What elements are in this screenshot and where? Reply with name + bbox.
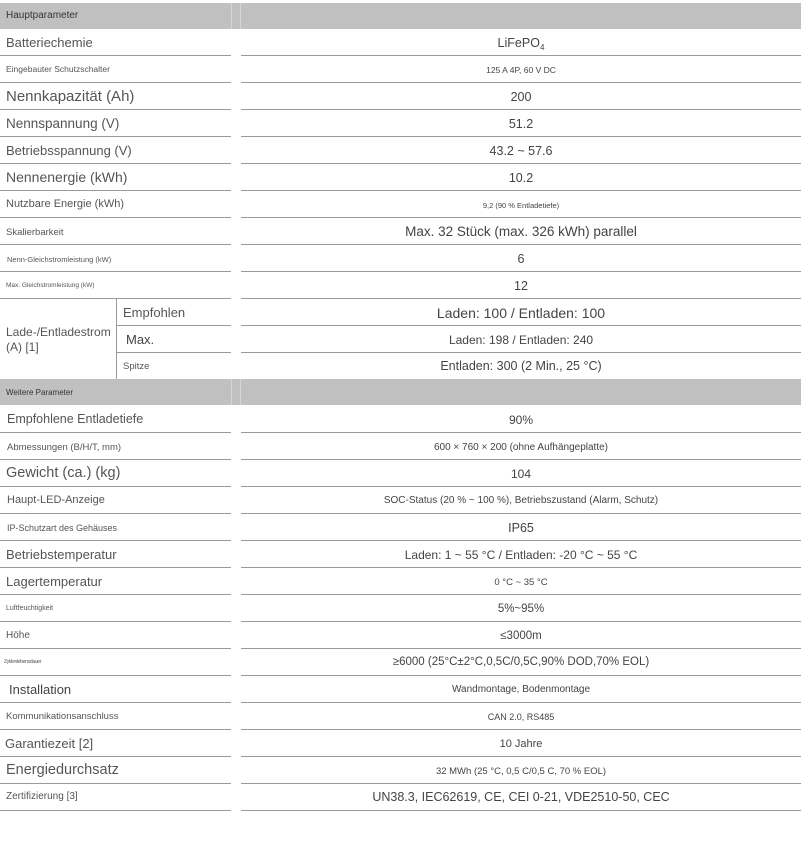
spec-label: Garantiezeit [2] xyxy=(5,736,94,751)
table-row-label xyxy=(0,405,231,433)
table-row-label xyxy=(0,245,231,272)
table-row-value xyxy=(241,326,801,353)
table-row-value xyxy=(241,757,801,784)
table-row-value xyxy=(241,299,801,326)
spec-label: Empfohlene Entladetiefe xyxy=(7,412,144,426)
spec-value: 125 A 4P, 60 V DC xyxy=(486,65,556,75)
table-row-label xyxy=(0,622,231,649)
spec-value: SOC-Status (20 % ~ 100 %), Betriebszustand (Alarm, Schutz) xyxy=(383,495,659,506)
table-row-label xyxy=(117,353,231,379)
table-row-value xyxy=(241,433,801,460)
table-row-label xyxy=(0,676,231,703)
table-row-label xyxy=(0,460,231,487)
table-row-value xyxy=(241,460,801,487)
spec-label: Energiedurchsatz xyxy=(6,762,119,778)
section-title: Hauptparameter xyxy=(6,10,79,21)
table-row-value xyxy=(241,272,801,299)
section-title: Weitere Parameter xyxy=(6,388,73,397)
spec-value: Wandmontage, Bodenmontage xyxy=(451,684,591,695)
spec-value: 5%~95% xyxy=(497,603,545,615)
spec-value: 12 xyxy=(514,279,528,293)
table-row-value xyxy=(241,649,801,676)
table-row-value xyxy=(241,137,801,164)
spec-label: Skalierbarkeit xyxy=(6,227,64,238)
table-row-value xyxy=(241,703,801,730)
spec-sublabel: Max. xyxy=(126,332,155,347)
table-row-value xyxy=(241,405,801,433)
table-row-value xyxy=(241,56,801,83)
spec-value: Entladen: 300 (2 Min., 25 °C) xyxy=(440,359,602,373)
divider xyxy=(231,379,232,405)
table-row-value xyxy=(241,110,801,137)
spec-value: Laden: 198 / Entladen: 240 xyxy=(448,333,594,347)
spec-label: Nennenergie (kWh) xyxy=(6,169,128,185)
table-row-value xyxy=(241,514,801,541)
spec-label: Lagertemperatur xyxy=(6,574,103,589)
section-header-main xyxy=(0,3,801,29)
spec-value: 43.2 ~ 57.6 xyxy=(489,144,553,158)
spec-label: Betriebsspannung (V) xyxy=(6,143,132,158)
table-row-value xyxy=(241,353,801,379)
spec-value: CAN 2.0, RS485 xyxy=(487,712,555,722)
table-row-value xyxy=(241,541,801,568)
table-row-label xyxy=(0,29,231,56)
spec-label: Nennspannung (V) xyxy=(6,116,120,131)
spec-value: ≤3000m xyxy=(500,630,542,642)
spec-label: Luftfeuchtigkeit xyxy=(6,605,54,612)
spec-value: Laden: 1 ~ 55 °C / Entladen: -20 °C ~ 55 °C xyxy=(404,548,638,562)
spec-value: UN38.3, IEC62619, CE, CEI 0-21, VDE2510-50, CEC xyxy=(372,790,670,804)
table-row-value xyxy=(241,191,801,218)
spec-value: 200 xyxy=(510,90,532,104)
spec-label: Kommunikationsanschluss xyxy=(6,711,119,722)
table-row-label xyxy=(0,83,231,110)
spec-label: Installation xyxy=(9,682,72,697)
table-row-label xyxy=(0,164,231,191)
table-row-value xyxy=(241,568,801,595)
table-row-label xyxy=(0,649,231,676)
spec-label: Zertifizierung [3] xyxy=(6,791,78,802)
spec-value: 6 xyxy=(517,252,525,266)
spec-value: 104 xyxy=(510,467,532,481)
table-row-label xyxy=(0,568,231,595)
table-row-label xyxy=(0,487,231,514)
table-row-value xyxy=(241,487,801,514)
table-row-label xyxy=(117,299,231,326)
spec-sublabel: Empfohlen xyxy=(123,305,186,320)
spec-label: Zyklenlebensdauer xyxy=(4,659,42,665)
table-row-value xyxy=(241,730,801,757)
table-row-value xyxy=(241,164,801,191)
table-row-label xyxy=(0,595,231,622)
spec-value: Max. 32 Stück (max. 326 kWh) parallel xyxy=(405,224,637,239)
table-row-label xyxy=(0,757,231,784)
table-row-label xyxy=(0,514,231,541)
spec-value: 0 °C ~ 35 °C xyxy=(494,577,548,588)
spec-value: 9,2 (90 % Entladetiefe) xyxy=(482,201,560,210)
table-row-label xyxy=(0,433,231,460)
spec-value: Laden: 100 / Entladen: 100 xyxy=(436,305,606,321)
table-row-label xyxy=(0,730,231,757)
section-header-more xyxy=(0,379,801,405)
spec-label: Batteriechemie xyxy=(6,35,93,50)
spec-value: 32 MWh (25 °C, 0,5 C/0,5 C, 70 % EOL) xyxy=(435,766,607,777)
spec-label: Lade-/Entladestrom (A) [1] xyxy=(6,325,111,354)
spec-label: Max. Gleichstromleistung (kW) xyxy=(6,282,95,289)
spec-label: Eingebauter Schutzschalter xyxy=(6,64,110,74)
table-row-value xyxy=(241,29,801,56)
spec-label: IP-Schutzart des Gehäuses xyxy=(7,523,118,533)
table-row-label xyxy=(0,703,231,730)
table-row-label xyxy=(0,541,231,568)
current-group-label xyxy=(0,299,116,379)
spec-value: 10 Jahre xyxy=(499,738,543,750)
table-row-label xyxy=(0,218,231,245)
table-row-label xyxy=(0,272,231,299)
table-row-label xyxy=(0,191,231,218)
spec-sublabel: Spitze xyxy=(123,361,150,372)
spec-label: Abmessungen (B/H/T, mm) xyxy=(7,442,122,453)
spec-label: Betriebstemperatur xyxy=(6,547,117,562)
table-row-value xyxy=(241,245,801,272)
spec-label: Höhe xyxy=(6,630,30,641)
table-row-value xyxy=(241,676,801,703)
table-row-label xyxy=(0,784,231,811)
spec-value: 90% xyxy=(508,413,534,427)
table-row-label xyxy=(117,326,231,353)
spec-label: Nutzbare Energie (kWh) xyxy=(6,198,124,210)
table-row-label xyxy=(0,56,231,83)
spec-value: LiFePO$_4$ xyxy=(497,36,545,52)
spec-label: Haupt-LED-Anzeige xyxy=(7,494,105,506)
spec-value: ≥6000 (25°C±2°C,0,5C/0,5C,90% DOD,70% EOL) xyxy=(392,656,650,668)
spec-value: 600 × 760 × 200 (ohne Aufhängeplatte) xyxy=(433,442,609,453)
spec-label: Nenn-Gleichstromleistung (kW) xyxy=(7,255,112,264)
table-row-value xyxy=(241,83,801,110)
spec-label: Nennkapazität (Ah) xyxy=(6,88,135,105)
divider xyxy=(240,379,241,405)
table-row-value xyxy=(241,218,801,245)
divider xyxy=(231,3,232,29)
table-row-label xyxy=(0,110,231,137)
divider xyxy=(240,3,241,29)
spec-value: IP65 xyxy=(508,521,534,535)
table-row-value xyxy=(241,622,801,649)
table-row-value xyxy=(241,595,801,622)
table-row-value xyxy=(241,784,801,811)
spec-value: 10.2 xyxy=(508,171,534,185)
table-row-label xyxy=(0,137,231,164)
spec-label: Gewicht (ca.) (kg) xyxy=(6,465,121,481)
spec-value: 51.2 xyxy=(508,117,534,131)
